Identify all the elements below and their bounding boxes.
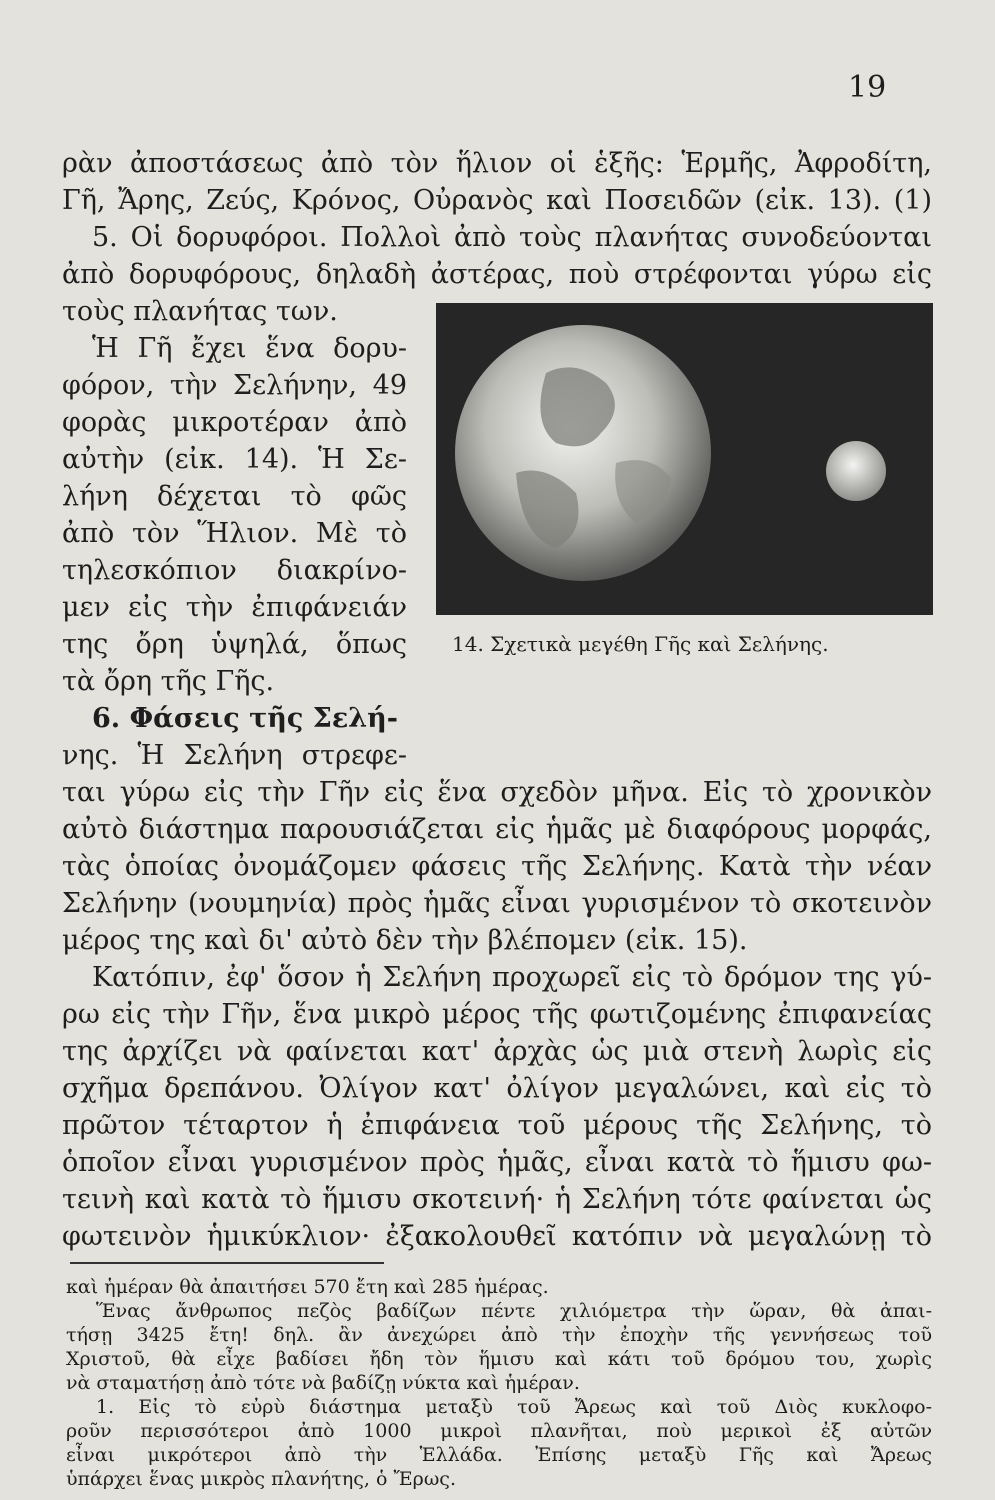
body-line: φωτεινὸν ἡμικύκλιον· ἐξακολουθεῖ κατόπιν νὰ μεγαλώνῃ τὸ [62, 1221, 932, 1252]
body-line: Σελήνην (νουμηνία) πρὸς ἡμᾶς εἶναι γυρισμένον τὸ σκοτεινὸν [62, 888, 932, 919]
footnote-1-line: εἶναι μικρότεροι ἀπὸ τὴν Ἑλλάδα. Ἐπίσης μεταξὺ Γῆς καὶ Ἄρεως [66, 1444, 932, 1466]
footnote-line: νὰ σταματήσῃ ἀπὸ τότε νὰ βαδίζῃ νύκτα καὶ ἡμέραν. [66, 1372, 580, 1394]
body-line: τοὺς πλανήτας των. [62, 296, 338, 327]
section-heading-satellites: 5. Οἱ δορυφόροι. Πολλοὶ ἀπὸ τοὺς πλανήτας συνοδεύονται [92, 222, 932, 253]
side-line: της ὄρη ὑψηλά, ὅπως [62, 629, 407, 660]
body-line: Γῆ, Ἄρης, Ζεύς, Κρόνος, Οὐρανὸς καὶ Ποσειδῶν (εἰκ. 13). (1) [62, 185, 932, 216]
side-line: φορὰς μικροτέραν ἀπὸ [62, 407, 407, 438]
side-line: Ἡ Γῆ ἔχει ἕνα δορυ- [92, 333, 407, 364]
body-line: ὁποῖον εἶναι γυρισμένον πρὸς ἡμᾶς, εἶναι κατὰ τὸ ἥμισυ φω- [62, 1147, 932, 1178]
earth-moon-illustration [436, 303, 933, 615]
footnote-divider [70, 1262, 384, 1264]
earth-moon-figure [436, 303, 933, 615]
body-line: πρῶτον τέταρτον ἡ ἐπιφάνεια τοῦ μέρους τῆς Σελήνης, τὸ [62, 1110, 932, 1141]
footnote-line: καὶ ἡμέραν θὰ ἀπαιτήσει 570 ἔτη καὶ 285 ἡμέρας. [66, 1276, 549, 1298]
body-line: αὐτὸ διάστημα παρουσιάζεται εἰς ἡμᾶς μὲ διαφόρους μορφάς, [62, 814, 932, 845]
page-number: 19 [848, 70, 887, 105]
footnote-line: Ἕνας ἄνθρωπος πεζὸς βαδίζων πέντε χιλιόμετρα τὴν ὥραν, θὰ ἀπαι- [96, 1300, 932, 1322]
footnote-line: τήσῃ 3425 ἔτη! δηλ. ἂν ἀνεχώρει ἀπὸ τὴν ἐποχὴν τῆς γεννήσεως τοῦ [66, 1324, 932, 1346]
side-line: τηλεσκόπιον διακρίνο- [62, 555, 407, 586]
body-line: ρὰν ἀποστάσεως ἀπὸ τὸν ἥλιον οἱ ἑξῆς: Ἑρμῆς, Ἀφροδίτη, [62, 148, 932, 179]
footnote-1-line: 1. Εἰς τὸ εὐρὺ διάστημα μεταξὺ τοῦ Ἄρεως καὶ τοῦ Διὸς κυκλοφο- [96, 1396, 932, 1418]
footnote-1-line: ροῦν περισσότεροι ἀπὸ 1000 μικροὶ πλανῆται, ποὺ μερικοὶ ἐξ αὐτῶν [66, 1420, 932, 1442]
side-line: λήνη δέχεται τὸ φῶς [62, 481, 407, 512]
body-line: της ἀρχίζει νὰ φαίνεται κατ' ἀρχὰς ὡς μιὰ στενὴ λωρὶς εἰς [62, 1036, 932, 1067]
side-line: ἀπὸ τὸν Ἥλιον. Μὲ τὸ [62, 518, 407, 549]
body-line: Κατόπιν, ἐφ' ὅσον ἡ Σελήνη προχωρεῖ εἰς τὸ δρόμον της γύ- [92, 962, 932, 993]
side-line: αὐτὴν (εἰκ. 14). Ἡ Σε- [62, 444, 407, 475]
body-line: μέρος της καὶ δι' αὐτὸ δὲν τὴν βλέπομεν (εἰκ. 15). [62, 925, 748, 956]
earth-globe [455, 325, 711, 581]
side-line: μεν εἰς τὴν ἐπιφάνειάν [62, 592, 407, 623]
body-line: τὰς ὁποίας ὀνομάζομεν φάσεις τῆς Σελήνης. Κατὰ τὴν νέαν [62, 851, 932, 882]
side-line: φόρον, τὴν Σελήνην, 49 [62, 370, 407, 401]
moon-globe [826, 441, 886, 501]
side-line: τὰ ὄρη τῆς Γῆς. [62, 666, 275, 697]
figure-caption: 14. Σχετικὰ μεγέθη Γῆς καὶ Σελήνης. [452, 632, 829, 656]
section-heading-phases: 6. Φάσεις τῆς Σελή- [92, 703, 399, 734]
body-line: σχῆμα δρεπάνου. Ὀλίγον κατ' ὀλίγον μεγαλώνει, καὶ εἰς τὸ [62, 1073, 932, 1104]
footnote-line: Χριστοῦ, θὰ εἶχε βαδίσει ἤδη τὸν ἥμισυ καὶ κάτι τοῦ δρόμου του, χωρὶς [66, 1348, 932, 1370]
body-line: ται γύρω εἰς τὴν Γῆν εἰς ἕνα σχεδὸν μῆνα. Εἰς τὸ χρονικὸν [62, 777, 932, 808]
footnote-1-line: ὑπάρχει ἕνας μικρὸς πλανήτης, ὁ Ἔρως. [66, 1468, 456, 1490]
side-line: νης. Ἡ Σελήνη στρεφε- [62, 740, 407, 771]
body-line: ρω εἰς τὴν Γῆν, ἕνα μικρὸ μέρος τῆς φωτιζομένης ἐπιφανείας [62, 999, 932, 1030]
body-line: τεινὴ καὶ κατὰ τὸ ἥμισυ σκοτεινή· ἡ Σελήνη τότε φαίνεται ὡς [62, 1184, 932, 1215]
body-line: ἀπὸ δορυφόρους, δηλαδὴ ἀστέρας, ποὺ στρέφονται γύρω εἰς [62, 259, 932, 290]
